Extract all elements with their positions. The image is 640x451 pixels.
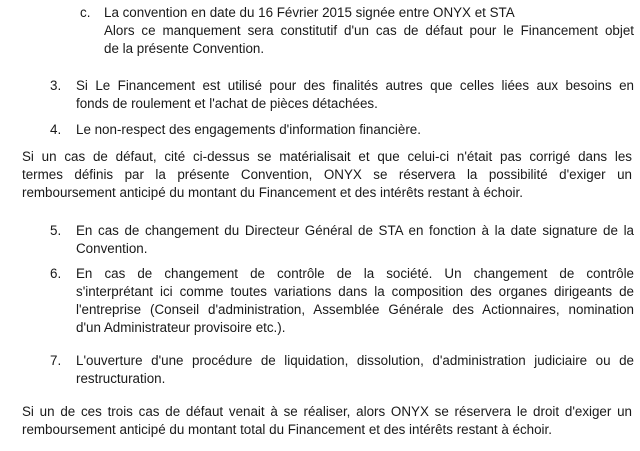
list-item-text xyxy=(104,4,634,58)
list-item-text xyxy=(76,222,634,258)
text-line: En cas de changement de contrôle de la société. Un changement de contrôle xyxy=(76,266,634,281)
text-line: de la présente Convention. xyxy=(104,41,265,56)
text-line: En cas de changement du Directeur Général de STA en fonction à la date signature de la xyxy=(76,223,634,238)
text-line: Si un de ces trois cas de défaut venait à se réaliser, alors ONYX se réservera le droit d'exiger un xyxy=(22,404,632,419)
text-line: l'entreprise (Conseil d'administration, Assemblée Générale des Actionnaires, nomination xyxy=(76,302,634,317)
text-line: Le non-respect des engagements d'information financière. xyxy=(76,122,421,137)
text-line: L'ouverture d'une procédure de liquidation, dissolution, d'administration judiciaire ou de xyxy=(76,353,634,368)
list-marker: 7. xyxy=(50,353,62,368)
list-marker: 6. xyxy=(50,266,62,281)
list-item-text xyxy=(76,352,634,388)
text-line: d'un Administrateur provisoire etc.). xyxy=(76,320,286,335)
text-line: Convention. xyxy=(76,241,148,256)
list-item-text xyxy=(76,121,634,139)
text-line: termes définis par la présente Convention, ONYX se réservera la possibilité d'exiger un xyxy=(22,167,632,182)
text-line: Alors ce manquement sera constitutif d'un cas de défaut pour le Financement objet xyxy=(104,23,634,38)
list-marker: 3. xyxy=(50,78,62,93)
text-line: remboursement anticipé du montant du Financement et des intérêts restant à échoir. xyxy=(22,185,523,200)
list-item-text xyxy=(76,77,634,113)
text-line: Si Le Financement est utilisé pour des finalités autres que celles liées aux besoins en xyxy=(76,78,634,93)
paragraph xyxy=(22,148,632,202)
text-line: Si un cas de défaut, cité ci-dessus se matérialisait et que celui-ci n'était pas corrigé dans les xyxy=(22,149,632,164)
paragraph xyxy=(22,403,632,439)
list-marker: 5. xyxy=(50,223,62,238)
text-line: s'interprétant ici comme toutes variations dans la composition des organes dirigeants de xyxy=(76,284,634,299)
list-marker: 4. xyxy=(50,122,62,137)
text-line: restructuration. xyxy=(76,371,166,386)
text-line: fonds de roulement et l'achat de pièces détachées. xyxy=(76,96,378,111)
text-line: remboursement anticipé du montant total du Financement et des intérêts restant à échoir. xyxy=(22,422,552,437)
list-marker: c. xyxy=(80,5,91,20)
list-item-text xyxy=(76,265,634,337)
text-line: La convention en date du 16 Février 2015 signée entre ONYX et STA xyxy=(104,5,515,20)
